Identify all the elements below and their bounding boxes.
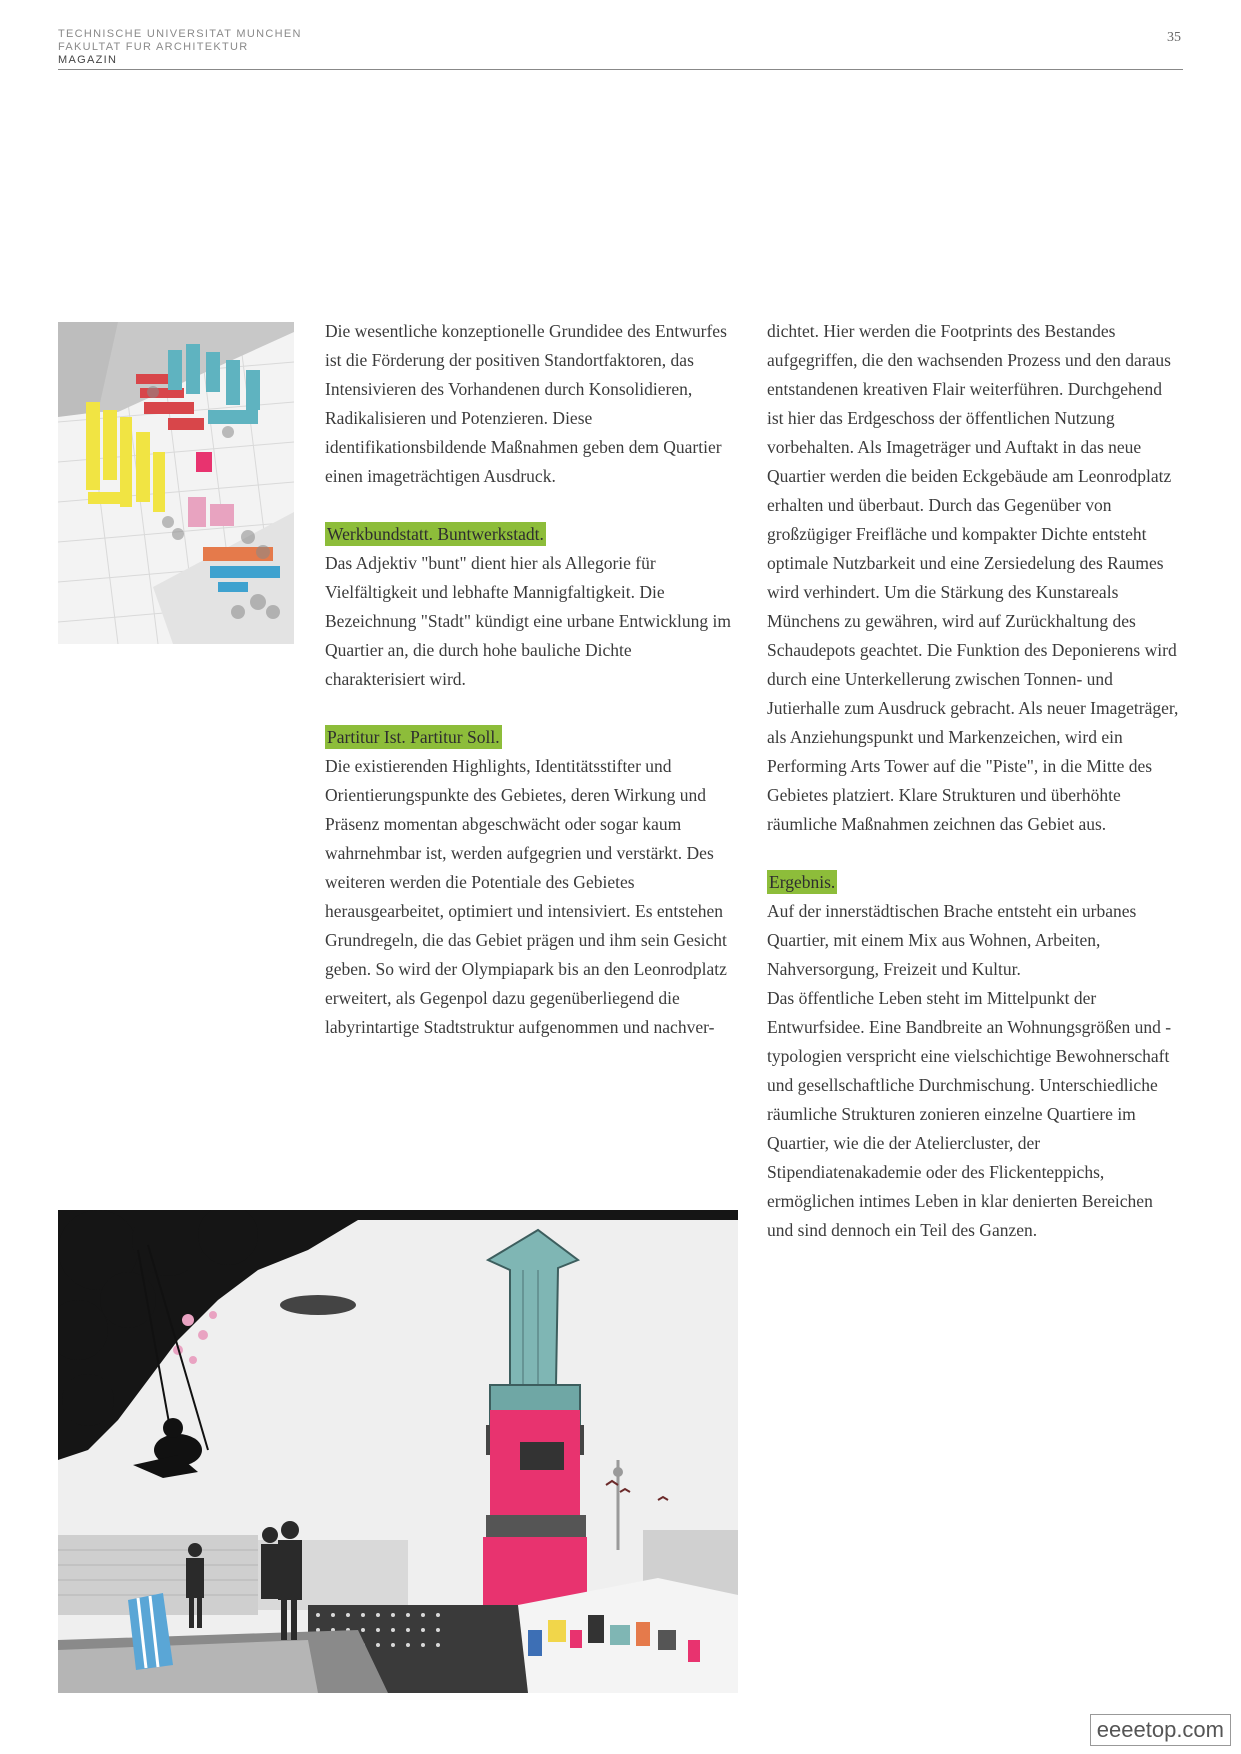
section-heading-ergebnis: Ergebnis. — [769, 872, 836, 892]
header-rule — [58, 69, 1183, 70]
werkbundstatt-paragraph: Das Adjektiv "bunt" dient hier als Allegorie für Vielfältigkeit und lebhafte Mannigfaltigkeit. Die Bezeichnung "Stadt" kündigt eine urbane Entwicklung im Quartier an, die durch hohe bauliche Dichte charakterisiert wird. — [325, 553, 732, 689]
header-line2: FAKULTAT FUR ARCHITEKTUR — [58, 41, 249, 53]
text-column-right — [767, 317, 1182, 1245]
watermark-logo: eeeetop.com — [1090, 1714, 1231, 1746]
section-heading-partitur: Partitur Ist. Partitur Soll. — [327, 727, 500, 747]
text-column-left — [325, 317, 735, 1042]
tower-rendering-drawing — [58, 1210, 738, 1693]
partitur-paragraph: Die existierenden Highlights, Identitätsstifter und Orientierungspunkte des Gebietes, deren Wirkung und Präsenz momentan abgeschwächt oder sogar kaum wahrnehmbar ist, werden aufgegrien und verstärkt. Des weiteren werden die Potentiale des Gebietes herausgearbeitet, optimiert und intensiviert. Es entstehen Grundregeln, die das Gebiet prägen und ihm sein Gesicht geben. So wird der Olympiapark bis an den Leonrodplatz erweitert, als Gegenpol dazu gegenüberliegend die labyrintartige Stadtstruktur aufgenommen und nachver- — [325, 756, 727, 1037]
site-plan-image — [58, 322, 294, 644]
ergebnis-paragraph-2: Das öffentliche Leben steht im Mittelpunkt der Entwurfsidee. Eine Bandbreite an Wohnungsgrößen und -typologien verspricht eine vielschichtige Bewohnerschaft und gesellschaftliche Durchmischung. Unterschiedliche räumliche Strukturen zonieren einzelne Quartiere im Quartier, wie die der Ateliercluster, der Stipendiatenakademie oder des Flickenteppichs, ermöglichen intimes Leben in klar denierten Bereichen und sind dennoch ein Teil des Ganzen. — [767, 988, 1172, 1240]
site-plan-drawing — [58, 322, 294, 644]
intro-paragraph: Die wesentliche konzeptionelle Grundidee des Entwurfes ist die Förderung der positiven Standortfaktoren, das Intensivieren des Vorhandenen durch Konsolidieren, Radikalisieren und Potenzieren. Diese identifikationsbildende Maßnahmen geben dem Quartier einen imageträchtigen Ausdruck. — [325, 321, 727, 486]
continued-paragraph: dichtet. Hier werden die Footprints des Bestandes aufgegriffen, die den wachsenden Prozess und den daraus entstandenen kreativen Flair weiterführen. Durchgehend ist hier das Erdgeschoss der öffentlichen Nutzung vorbehalten. Als Imageträger und Auftakt in das neue Quartier werden die beiden Eckgebäude am Leonrodplatz erhalten und überbaut. Durch das Gegenüber von großzügiger Freifläche und kompakter Dichte entsteht optimale Nutzbarkeit und eine Zersiedelung des Raumes wird verhindert. Um die Stärkung des Kunstareals Münchens zu gewähren, wird auf Zurückhaltung des Schaudepots geachtet. Die Funktion des Deponierens wird durch eine Unterkellerung zwischen Tonnen- und Jutierhalle zum Ausdruck gebracht. Als neuer Imageträger, als Anziehungspunkt und Markenzeichen, wird ein Performing Arts Tower auf die "Piste", in die Mitte des Gebietes platziert. Klare Strukturen und überhöhte räumliche Maßnahmen zeichnen das Gebiet aus. — [767, 321, 1179, 834]
section-heading-werkbundstatt: Werkbundstatt. Buntwerkstadt. — [327, 524, 544, 544]
header-line3: MAGAZIN — [58, 54, 118, 66]
tower-rendering-image — [58, 1210, 738, 1693]
page-number: 35 — [1167, 30, 1181, 45]
header-line1: TECHNISCHE UNIVERSITAT MUNCHEN — [58, 28, 302, 40]
ergebnis-paragraph-1: Auf der innerstädtischen Brache entsteht ein urbanes Quartier, mit einem Mix aus Wohnen, Arbeiten, Nahversorgung, Freizeit und Kultur. — [767, 901, 1137, 979]
